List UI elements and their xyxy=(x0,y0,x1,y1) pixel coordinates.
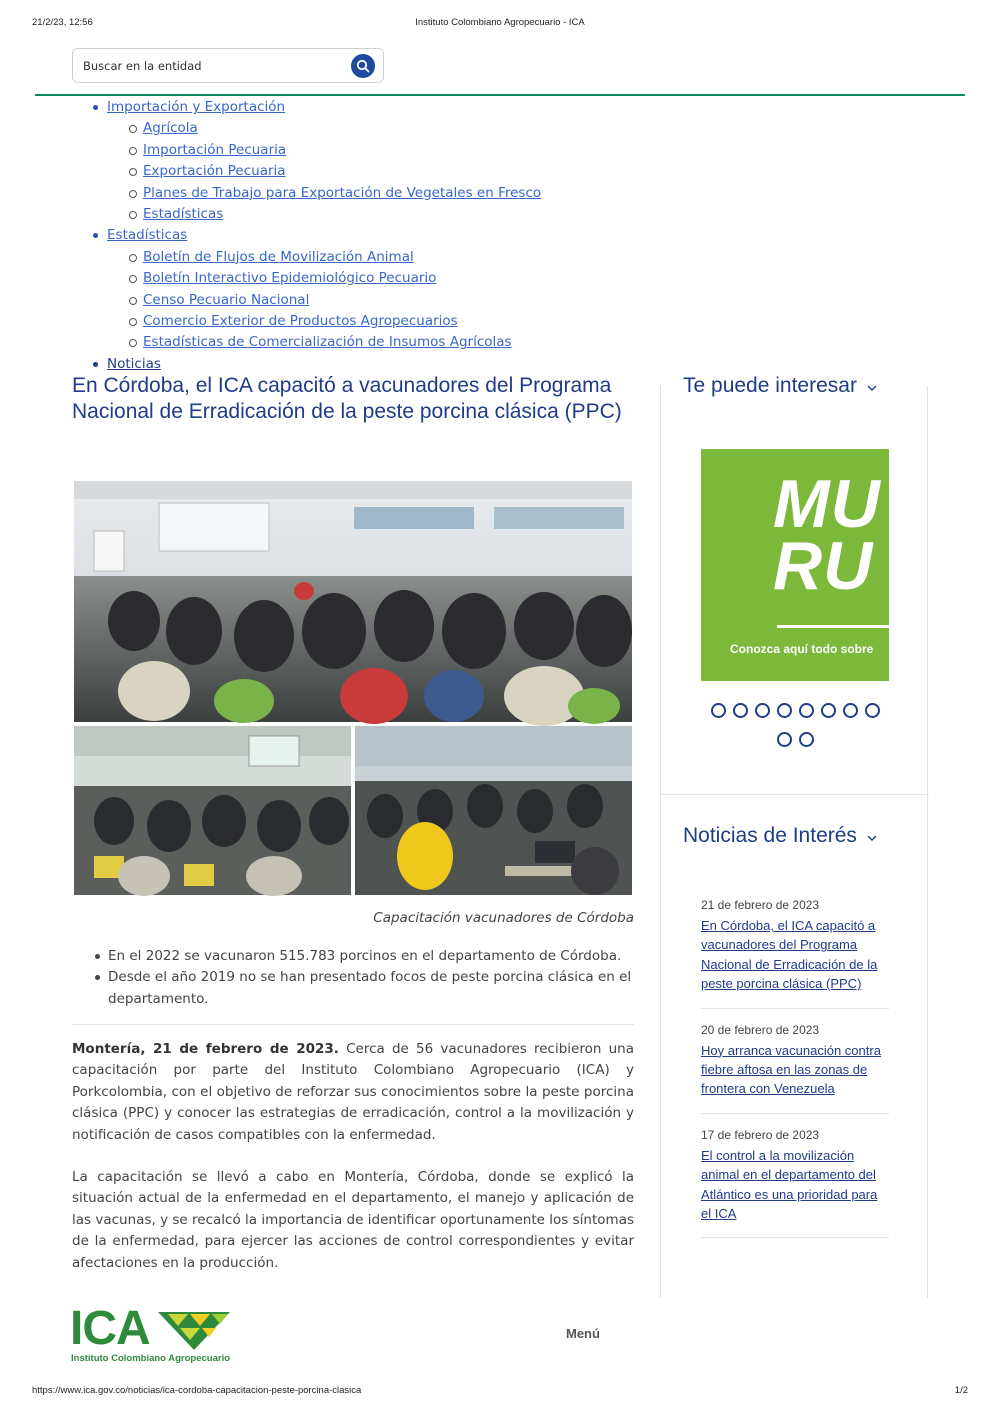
highlight-item: En el 2022 se vacunaron 515.783 porcinos en el departamento de Córdoba. xyxy=(108,946,634,967)
nav-subitem xyxy=(107,204,707,225)
logo-tagline: Instituto Colombiano Agropecuario xyxy=(71,1353,231,1364)
banner-line-1: MU xyxy=(773,466,881,542)
nav-link-importacion-pecuaria[interactable]: Importación Pecuaria xyxy=(143,141,287,158)
article-photo-collage xyxy=(74,481,632,895)
nav-item-statistics xyxy=(107,225,707,246)
training-photo-left xyxy=(74,726,351,895)
print-page-number: 1/2 xyxy=(954,1385,968,1396)
print-header xyxy=(32,17,968,31)
news-link[interactable]: Hoy arranca vacunación contra fiebre aftosa en las zonas de frontera con Venezuela xyxy=(701,1042,881,1097)
chevron-down-icon xyxy=(867,374,877,398)
nav-link-statistics[interactable]: Estadísticas xyxy=(107,227,188,244)
print-page-title: Instituto Colombiano Agropecuario - ICA xyxy=(415,17,585,28)
news-date: 17 de febrero de 2023 xyxy=(701,1127,820,1142)
carousel-dot[interactable] xyxy=(777,732,792,747)
nav-link-exportacion-pecuaria[interactable]: Exportación Pecuaria xyxy=(143,163,286,180)
article-paragraph-1-text: Cerca de 56 vacunadores recibieron una capacitación por parte del Instituto Colombiano Agropecuario (ICA) y Porkcolombia, con el objetivo de reforzar sus conocimientos sobre la peste porcina clásica (PPC) y conocer las estrategias de erradicación, control a la movilización y notificación de casos compatibles con la enfermedad. xyxy=(72,1041,634,1143)
search-icon xyxy=(356,59,370,73)
carousel-dot[interactable] xyxy=(733,703,748,718)
article xyxy=(72,374,634,1298)
ica-logo[interactable] xyxy=(70,1302,231,1366)
news-heading[interactable] xyxy=(683,824,877,848)
banner-rule xyxy=(777,625,927,628)
training-photo-right xyxy=(355,726,632,895)
sidebar xyxy=(660,374,928,1298)
search-box xyxy=(72,48,384,83)
nav-link-comercio-exterior[interactable]: Comercio Exterior de Productos Agropecuarios xyxy=(143,313,458,330)
nav-subitem xyxy=(107,332,707,353)
content-divider xyxy=(72,1024,634,1025)
news-date: 21 de febrero de 2023 xyxy=(701,898,820,912)
logo-text: ICA xyxy=(70,1302,150,1355)
nav-link-boletin-flujos[interactable]: Boletín de Flujos de Movilización Animal xyxy=(143,248,414,265)
nav-link-boletin-epidemiologico[interactable]: Boletín Interactivo Epidemiológico Pecuario xyxy=(143,270,437,287)
article-dateline: Montería, 21 de febrero de 2023. xyxy=(72,1041,339,1057)
carousel-dot[interactable] xyxy=(799,703,814,718)
nav-subitem xyxy=(107,161,707,182)
logo-mark-icon xyxy=(158,1310,230,1350)
promo-banner[interactable] xyxy=(701,449,889,681)
article-paragraph-1 xyxy=(72,1039,634,1146)
news-date: 20 de febrero de 2023 xyxy=(701,1022,820,1037)
news-link[interactable]: En Córdoba, el ICA capacitó a vacunadores del Programa Nacional de Erradicación de la peste porcina clásica (PPC) xyxy=(701,918,878,992)
nav-subitem xyxy=(107,247,707,268)
search-input[interactable] xyxy=(83,57,343,75)
nav-subitem xyxy=(107,311,707,332)
news-heading-label: Noticias de Interés xyxy=(683,824,857,847)
interest-heading-label: Te puede interesar xyxy=(683,374,857,397)
carousel-dot[interactable] xyxy=(711,703,726,718)
print-datetime: 21/2/23, 12:56 xyxy=(32,17,93,28)
carousel-dot[interactable] xyxy=(821,703,836,718)
nav-link-estadisticas-export[interactable]: Estadísticas xyxy=(143,206,224,223)
carousel-dots xyxy=(705,696,885,754)
menu-button[interactable]: Menú xyxy=(566,1326,600,1341)
nav-subitem xyxy=(107,268,707,289)
carousel-dot[interactable] xyxy=(777,703,792,718)
sidebar-divider xyxy=(661,794,929,795)
nav-menu xyxy=(107,97,707,375)
nav-subitem xyxy=(107,290,707,311)
interest-heading[interactable] xyxy=(683,374,877,398)
article-highlights xyxy=(108,946,634,1010)
carousel-dot[interactable] xyxy=(843,703,858,718)
news-item xyxy=(701,897,889,1009)
image-caption: Capacitación vacunadores de Córdoba xyxy=(373,910,634,926)
nav-subitem xyxy=(107,140,707,161)
training-photo-main xyxy=(74,481,632,722)
nav-link-planes-trabajo[interactable]: Planes de Trabajo para Exportación de Vegetales en Fresco xyxy=(143,184,542,201)
article-title-wrapper xyxy=(72,374,634,462)
nav-item-import-export xyxy=(107,97,707,118)
article-paragraph-2: La capacitación se llevó a cabo en Montería, Córdoba, donde se explicó la situación actual de la enfermedad en el departamento, el manejo y aplicación de las vacunas, y se recalcó la importancia de identificar oportunamente los síntomas de la enfermedad, para ejercer las acciones de control correspondientes y evitar afectaciones en la producción. xyxy=(72,1169,634,1271)
print-url: https://www.ica.gov.co/noticias/ica-cordoba-capacitacion-peste-porcina-clasica xyxy=(32,1385,362,1396)
news-item xyxy=(701,1127,889,1239)
news-list xyxy=(701,897,889,1251)
nav-subitem xyxy=(107,118,707,139)
nav-subitem xyxy=(107,183,707,204)
news-item xyxy=(701,1022,889,1114)
carousel-dot[interactable] xyxy=(755,703,770,718)
news-link[interactable]: El control a la movilización animal en el departamento del Atlántico es una prioridad para el ICA xyxy=(701,1147,878,1222)
chevron-down-icon xyxy=(867,824,877,848)
banner-line-2: RU xyxy=(773,528,874,604)
nav-link-agricola[interactable]: Agrícola xyxy=(143,120,198,137)
search-button[interactable] xyxy=(351,54,375,78)
nav-link-censo-pecuario[interactable]: Censo Pecuario Nacional xyxy=(143,291,310,308)
article-title: En Córdoba, el ICA capacitó a vacunadores del Programa Nacional de Erradicación de la peste porcina clásica (PPC) xyxy=(72,374,622,423)
carousel-dot[interactable] xyxy=(799,732,814,747)
nav-link-news[interactable]: Noticias xyxy=(107,355,161,372)
carousel-dot[interactable] xyxy=(865,703,880,718)
header-divider xyxy=(35,94,965,96)
highlight-item: Desde el año 2019 no se han presentado focos de peste porcina clásica en el departamento. xyxy=(108,967,634,1010)
banner-subtitle: Conozca aquí todo sobre xyxy=(730,642,874,656)
print-footer xyxy=(32,1385,968,1399)
nav-link-import-export[interactable]: Importación y Exportación xyxy=(107,99,286,115)
nav-link-comercializacion-insumos[interactable]: Estadísticas de Comercialización de Insumos Agrícolas xyxy=(143,334,512,351)
